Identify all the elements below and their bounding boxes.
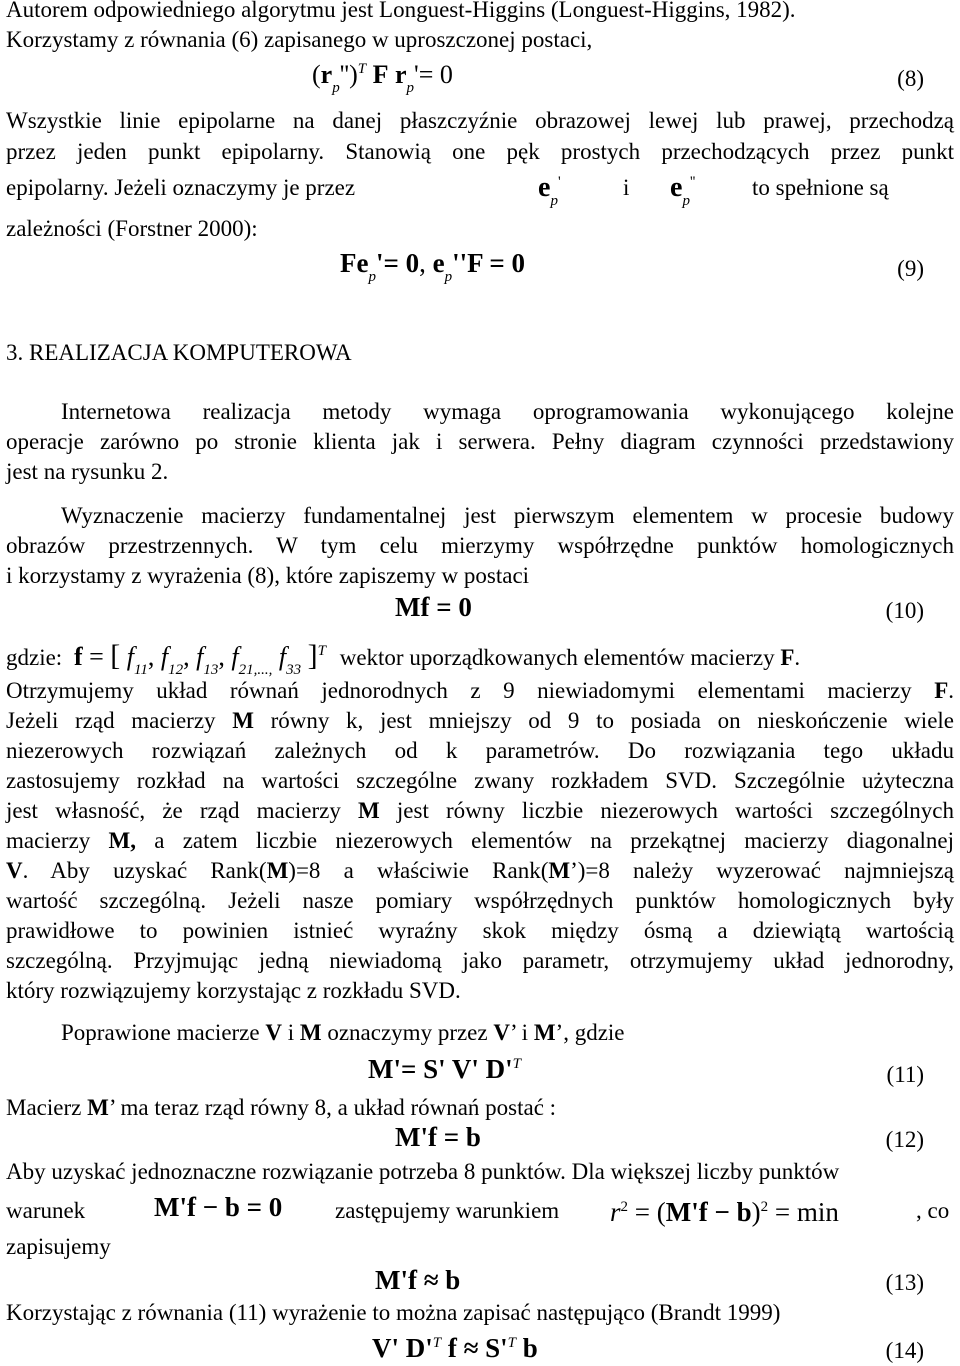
equation-number: (8) <box>897 66 924 91</box>
equation-number: (11) <box>886 1062 924 1087</box>
text-line: obrazów przestrzennych. W tym celu mierzymy współrzędne punktów homologicznych <box>6 533 954 558</box>
equation-13: M'f ≈ b <box>375 1265 461 1295</box>
symbol-M: M <box>533 1020 556 1045</box>
symbol-F: F <box>934 678 949 703</box>
text-line: Korzystamy z równania (6) zapisanego w uproszczonej postaci, <box>6 27 593 52</box>
text-fragment: , co <box>916 1198 950 1223</box>
symbol-M: M <box>548 858 571 883</box>
text-fragment: wektor uporządkowanych elementów macierzy <box>339 645 775 670</box>
symbol-V: V <box>6 858 23 883</box>
text-line: zastosujemy rozkład na wartości szczególne zwany rozkładem SVD. Szczególnie użyteczna <box>6 768 954 793</box>
symbol-M: M, <box>108 828 136 853</box>
text-fragment: Otrzymujemy układ równań jednorodnych z 9 niewiadomymi elementami macierzy <box>6 678 912 703</box>
text-fragment: zastępujemy warunkiem <box>335 1198 560 1223</box>
text-line: przez jeden punkt epipolarny. Stanowią one pęk prostych przechodzących przez punkt <box>6 139 954 164</box>
text-line: Otrzymujemy układ równań jednorodnych z 9 niewiadomymi elementami macierzy F. <box>6 678 954 703</box>
equation-number: (14) <box>885 1338 924 1363</box>
equation-number: (13) <box>885 1270 924 1295</box>
text-fragment: Macierz <box>6 1095 82 1120</box>
text-line: wartość szczególną. Jeżeli nasze pomiary współrzędnych punktów homologicznych były <box>6 888 954 913</box>
text-fragment: równy k, jest mniejszy od 9 to posiada on nieskończenie wiele <box>270 708 954 733</box>
symbol-M: M <box>266 858 289 883</box>
text-fragment: warunek <box>6 1198 86 1223</box>
text-line: niezerowych rozwiązań zależnych od k parametrów. Do rozwiązania tego układu <box>6 738 954 763</box>
text-fragment: ’ ma teraz rząd równy 8, a układ równań postać : <box>108 1095 557 1120</box>
equation-8: $(r_p'')^T$ F $r_p'= 0$ <box>312 60 453 96</box>
text-line: Autorem odpowiedniego algorytmu jest Longuest-Higgins (Longuest-Higgins, 1982). <box>6 0 796 22</box>
text-fragment: a zatem liczbie niezerowych elementów na przekątnej macierzy diagonalnej <box>154 828 955 853</box>
symbol-V: V <box>265 1020 282 1045</box>
text-line: Aby uzyskać jednoznaczne rozwiązanie potrzeba 8 punktów. Dla większej liczby punktów <box>6 1159 840 1184</box>
text-line: Korzystając z równania (11) wyrażenie to można zapisać następująco (Brandt 1999) <box>6 1300 781 1325</box>
symbol-M: M <box>358 798 380 823</box>
text-fragment: . Aby uzyskać Rank( <box>22 858 267 883</box>
equation-number: (9) <box>897 256 924 281</box>
equation-number: (10) <box>885 598 924 623</box>
text-fragment: to spełnione są <box>752 175 889 200</box>
equation-9: $Fe_p'= 0$, $e_p''F = 0$ <box>340 248 525 285</box>
text-line: i korzystamy z wyrażenia (8), które zapiszemy w postaci <box>6 563 530 588</box>
text-fragment: epipolarny. Jeżeli oznaczymy je przez <box>6 175 356 200</box>
symbol-e-prime: $e_p'$ <box>538 172 561 209</box>
text-line-gdzie: gdzie: f = [ $f_{11}$, $f_{12}$, $f_{13}$, $f_{21,...,}$ $f_{33}$ ]$^T$ wektor uporządkowanych elementów macierzy F. <box>6 639 801 678</box>
text-line <box>6 796 954 826</box>
text-line: Internetowa realizacja metody wymaga oprogramowania wykonującego kolejne <box>61 399 954 424</box>
text-line: jest na rysunku 2. <box>6 459 169 484</box>
text-fragment: ’)=8 należy wyzerować najmniejszą <box>570 858 954 883</box>
symbol-e-double-prime: $e_p''$ <box>670 172 696 209</box>
text-line: Wszystkie linie epipolarne na danej płaszczyźnie obrazowej lewej lub prawej, przechodzą <box>6 108 954 133</box>
text-line: prawidłowe to powinien istnieć wyraźny skok między ósmą a dziewiątą wartością <box>6 918 954 943</box>
equation-14: V' $D'^T$ $f \approx S'^T$ b <box>372 1333 538 1363</box>
equation-11: M'= S' V' $D'^T$ <box>368 1054 521 1084</box>
text-line: Wyznaczenie macierzy fundamentalnej jest pierwszym elementem w procesie budowy <box>61 503 954 528</box>
text-line <box>6 826 954 856</box>
equation-number: (12) <box>885 1127 924 1152</box>
text-line: który rozwiązujemy korzystając z rozkładu SVD. <box>6 978 461 1003</box>
text-fragment: jest równy liczbie niezerowych wartości szczególnych <box>396 798 954 823</box>
text-fragment: i <box>287 1020 295 1045</box>
symbol-M: M <box>232 708 254 733</box>
text-line: zależności (Forstner 2000): <box>6 216 258 241</box>
symbol-V: V <box>493 1020 510 1045</box>
text-fragment: ’, gdzie <box>555 1020 625 1045</box>
symbol-M: M <box>87 1095 109 1120</box>
equation-12: M'f = b <box>395 1122 481 1152</box>
text-fragment: Jeżeli rząd macierzy <box>6 708 216 733</box>
equation-f-vector: f = [ $f_{11}$, $f_{12}$, $f_{13}$, $f_{21,...,}$ $f_{33}$ ]$^T$ <box>73 639 326 678</box>
text-fragment: oznaczymy przez <box>327 1020 488 1045</box>
text-fragment: i <box>623 175 630 200</box>
symbol-F: F <box>780 645 795 670</box>
text-fragment: ’ i <box>509 1020 529 1045</box>
equation-minimum: $r^2 = (M'f - b)^2 = \min$ <box>610 1197 839 1227</box>
text-fragment: Poprawione macierze <box>61 1020 260 1045</box>
text-fragment: )=8 a właściwie Rank( <box>288 858 549 883</box>
text-line: szczególną. Przyjmując jedną niewiadomą jako parametr, otrzymujemy układ jednorodny, <box>6 948 954 973</box>
text-line <box>6 1093 556 1123</box>
text-line <box>61 1018 625 1048</box>
section-heading: 3. REALIZACJA KOMPUTEROWA <box>6 340 352 365</box>
text-fragment: jest własność, że rząd macierzy <box>6 798 341 823</box>
text-line <box>6 856 954 886</box>
text-fragment: gdzie: <box>6 645 63 670</box>
text-fragment: macierzy <box>6 828 91 853</box>
equation-10: Mf = 0 <box>395 592 472 622</box>
text-line: zapisujemy <box>6 1234 111 1259</box>
text-line-warunek <box>6 1192 954 1227</box>
symbol-M: M <box>299 1020 322 1045</box>
text-line: operacje zarówno po stronie klienta jak i serwera. Pełny diagram czynności przedstawiony <box>6 429 954 454</box>
equation-condition: M'f − b = 0 <box>154 1192 283 1222</box>
text-line-epipoles <box>6 172 954 209</box>
text-line <box>6 706 954 736</box>
